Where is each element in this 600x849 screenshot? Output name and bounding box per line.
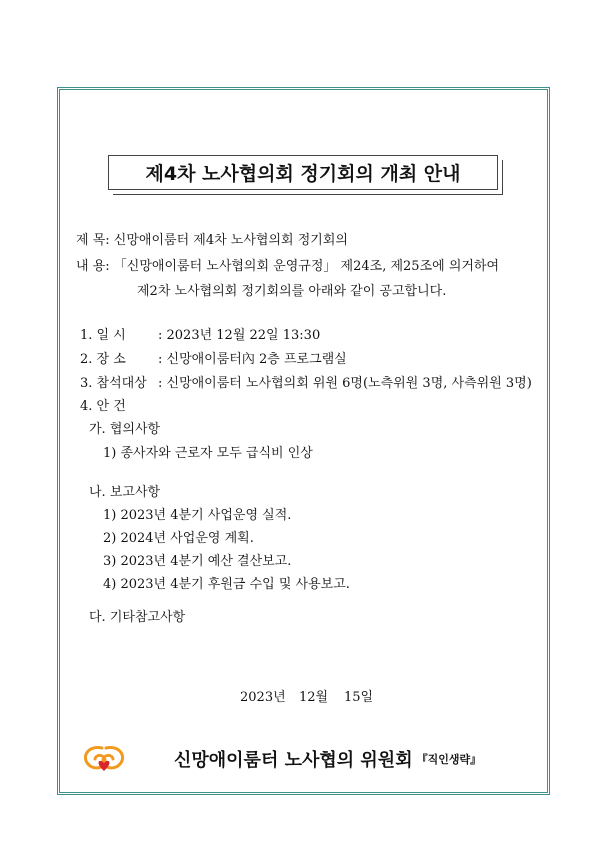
- date-month: 12월: [299, 690, 329, 705]
- organization-logo-icon: [80, 744, 128, 774]
- date-day: 15일: [344, 690, 374, 705]
- content-line-1: 「신망애이룸터 노사협의회 운영규정」 제24조, 제25조에 의거하여: [113, 259, 500, 274]
- organization-name: 신망애이룸터 노사협의 위원회: [174, 750, 413, 771]
- item-place: [80, 352, 347, 368]
- item-attendees-label: 3. 참석대상: [80, 376, 147, 391]
- item-place-value: : 신망애이룸터內 2층 프로그램실: [158, 352, 347, 367]
- item-datetime: [80, 328, 320, 344]
- agenda-ga-label: 가. 협의사항: [89, 422, 161, 437]
- item-agenda-label: 4. 안 건: [80, 399, 126, 414]
- document-title: 제4차 노사협의회 정기회의 개최 안내: [108, 155, 498, 190]
- item-datetime-value: : 2023년 12월 22일 13:30: [158, 328, 321, 343]
- agenda-na-item: 1) 2023년 4분기 사업운영 실적.: [103, 508, 292, 523]
- agenda-na-item: 2) 2024년 사업운영 계획.: [103, 531, 254, 546]
- content-line-2: 제2차 노사협의회 정기회의를 아래와 같이 공고합니다.: [137, 284, 447, 299]
- agenda-na-item: 3) 2023년 4분기 예산 결산보고.: [103, 554, 292, 569]
- date-year: 2023년: [240, 690, 286, 705]
- subject-row: [76, 233, 348, 249]
- content-label: 내 용:: [76, 259, 110, 274]
- item-datetime-label: 1. 일 시: [80, 328, 126, 343]
- seal-omitted-note: 『직인생략』: [416, 753, 482, 766]
- agenda-na-label: 나. 보고사항: [89, 485, 161, 500]
- agenda-ga-item: 1) 종사자와 근로자 모두 급식비 인상: [103, 446, 313, 461]
- item-place-label: 2. 장 소: [80, 352, 126, 367]
- item-attendees-value: : 신망애이룸터 노사협의회 위원 6명(노측위원 3명, 사측위원 3명): [158, 376, 532, 391]
- content-row: [76, 259, 499, 275]
- subject-value: 신망애이룸터 제4차 노사협의회 정기회의: [113, 233, 348, 248]
- subject-label: 제 목:: [76, 233, 110, 248]
- footer: [80, 742, 481, 776]
- item-attendees: [80, 376, 532, 392]
- agenda-da-label: 다. 기타참고사항: [89, 610, 186, 625]
- agenda-na-item: 4) 2023년 4분기 후원금 수입 및 사용보고.: [103, 577, 350, 592]
